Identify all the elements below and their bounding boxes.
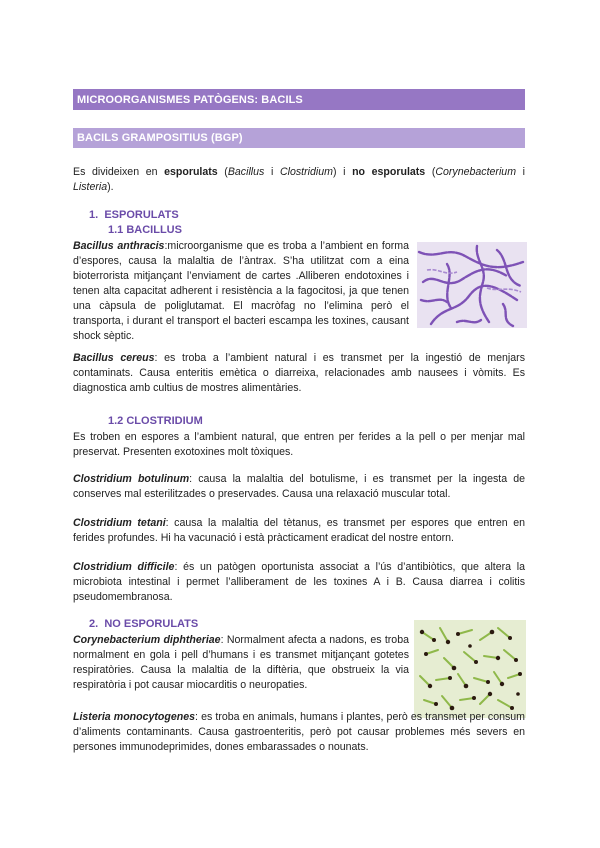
section-banner xyxy=(73,128,525,148)
heading-no-esporulats: 2. NO ESPORULATS xyxy=(89,618,199,630)
diphtheriae-paragraph: Corynebacterium diphtheriae: Normalment afecta a nadons, es troba normalment en gola i pell d’humans i es transmet mitjançant gotetes respiratòries. Causa la malaltia de la diftèria, que obstrueix la via respiratòria i pot causar miocarditis o neuropaties. xyxy=(73,634,409,691)
tetani-paragraph: Clostridium tetani: causa la malaltia del tètanus, es transmet per espores que entren en ferides profundes. Hi ha vacunació i està pràcticament eradicat del nostre entorn. xyxy=(73,517,525,544)
clostridium-intro: Es troben en espores a l’ambient natural, que entren per ferides a la pell o per menjar mal preservat. Presenten exotoxines molt tòxiques. xyxy=(73,431,525,458)
botulinum-paragraph: Clostridium botulinum: causa la malaltia del botulisme, i es transmet per la ingesta de conserves mal esterilitzades o preservades. Causa una relaxació muscular total. xyxy=(73,473,525,500)
cereus-paragraph: Bacillus cereus: es troba a l’ambient natural i es transmet per la ingestió de menjars contaminats. Causa enteritis emètica o diarreixa, relacionades amb nausees i vòmits. Es diagnostica amb cultius de mostres alimentàries. xyxy=(73,352,525,394)
diphtheriae-micrograph xyxy=(414,620,526,718)
anthracis-micrograph xyxy=(417,242,527,328)
heading-bacillus: 1.1 BACILLUS xyxy=(108,224,182,236)
page-title: MICROORGANISMES PATÒGENS: BACILS xyxy=(77,93,303,106)
listeria-paragraph: Listeria monocytogenes: es troba en animals, humans i plantes, però es transmet per consum d’aliments contaminants. Causa gastroenteritis, però pot causar problemes més severs en persones immunodeprimides, dones embarassades o nounats. xyxy=(73,711,526,753)
heading-clostridium: 1.2 CLOSTRIDIUM xyxy=(108,415,203,427)
intro-paragraph: Es divideixen en esporulats (Bacillus i Clostridium) i no esporulats (Corynebacterium i Listeria). xyxy=(73,166,525,193)
page-title-banner xyxy=(73,89,525,110)
section-title: BACILS GRAMPOSITIUS (BGP) xyxy=(77,132,243,144)
difficile-paragraph: Clostridium difficile: és un patògen oportunista associat a l’ús d’antibiòtics, que altera la microbiota intestinal i permet l’alliberament de les toxines A i B. Causa diarrea i colitis pseudomembranosa. xyxy=(73,561,525,603)
anthracis-paragraph: Bacillus anthracis:microorganisme que es troba a l’ambient en forma d’espores, causa la malaltia de l’àntrax. S’ha utilitzat com a eina bioterrorista mitjançant l’enviament de cartes .Alliberen endotoxines i tenen alta capacitat adherent i resistència a la fagocitosi, ja que tenen una càpsula de poliglutamat. El macròfag no l’elimina però el transporta, i durant el transport el bacteri escampa les toxines, causant shock sèptic. xyxy=(73,240,409,342)
heading-esporulats: 1. ESPORULATS xyxy=(89,209,179,221)
